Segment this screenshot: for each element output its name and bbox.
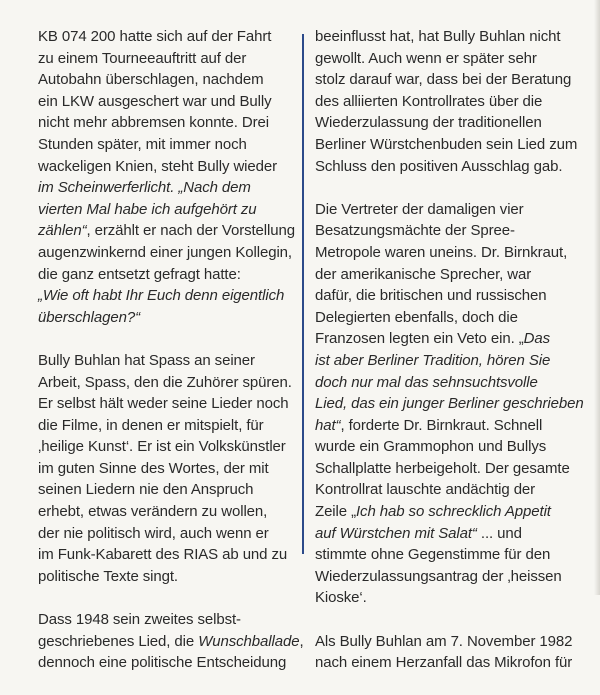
- text-line: [315, 372, 571, 394]
- text-line: Er selbst hält weder seine Lieder noch: [38, 395, 289, 413]
- text-line: KB 074 200 hatte sich auf der Fahrt: [38, 28, 272, 45]
- text-line: [38, 220, 295, 242]
- text-line: wackeligen Knien, steht Bully wieder: [38, 157, 278, 175]
- text-line: erhebt, etwas verändern zu wollen,: [38, 503, 268, 521]
- text-line: Die Vertreter der damaligen vier: [315, 200, 524, 218]
- quote-italic: Das: [523, 330, 550, 348]
- quote-italic: „Wie oft habt Ihr Euch denn eigentlich: [38, 287, 285, 305]
- text-line: ‚heilige Kunst‘. Er ist ein Volkskünstler: [38, 438, 286, 456]
- text-line: gewollt. Auch wenn er später sehr: [315, 49, 537, 67]
- text-line: Stunden später, mit immer noch: [38, 135, 247, 153]
- page-edge-shadow: [594, 0, 600, 595]
- text-line: beeinflusst hat, hat Bully Buhlan nicht: [315, 28, 561, 45]
- song-title-italic: Wunschballade: [198, 632, 300, 650]
- text-line: nach einem Herzanfall das Mikrofon für: [315, 654, 573, 672]
- text-line: Berliner Würstchenbuden sein Lied zum: [315, 135, 578, 153]
- text-run: Franzosen legten ein Veto ein. „: [315, 330, 524, 348]
- text-line: Schluss den positiven Ausschlag gab.: [315, 157, 563, 175]
- quote-italic: überschlagen?“: [38, 308, 141, 326]
- text-line: Arbeit, Spass, den die Zuhörer spüren.: [38, 373, 292, 391]
- text-line: nicht mehr abbremsen konnte. Drei: [38, 114, 269, 132]
- text-line: Besatzungsmächte der Spree-: [315, 222, 515, 240]
- text-run: Zeile „: [315, 503, 356, 521]
- text-line: ein LKW ausgeschert war und Bully: [38, 92, 272, 110]
- text-line: Delegierten ebenfalls, doch die: [315, 308, 518, 326]
- text-line: Kioske‘.: [315, 589, 367, 607]
- paragraph-besatzungsmaechte: [315, 199, 584, 609]
- quote-italic: Nach dem: [183, 179, 251, 197]
- text-line: des alliierten Kontrollrates über die: [315, 92, 543, 110]
- text-line: [38, 177, 288, 199]
- text-line: der nie politisch wird, auch wenn er: [38, 524, 269, 542]
- text-run: ... und: [476, 524, 522, 542]
- text-line: [38, 285, 288, 307]
- text-line: seinen Liedern nie den Anspruch: [38, 481, 254, 499]
- text-run: , erzählt er nach der Vorstellung: [86, 222, 295, 240]
- text-line: Kontrollrat lauschte andächtig der: [315, 481, 536, 499]
- paragraph-herzanfall: [315, 631, 571, 674]
- quote-italic: zählen“: [38, 222, 87, 240]
- text-line: [38, 199, 288, 221]
- text-run: im Scheinwerferlicht. „: [38, 179, 184, 197]
- text-line: die Filme, in denen er mitspielt, für: [38, 416, 264, 434]
- text-line: Wiederzulassungsantrag der ‚heissen: [315, 567, 562, 585]
- quote-italic: hat“: [315, 416, 341, 434]
- text-line: stimmte ohne Gegenstimme für den: [315, 546, 551, 564]
- text-line: dafür, die britischen und russischen: [315, 287, 547, 305]
- paragraph-accident: [38, 26, 295, 328]
- lyric-italic: Ich hab so schrecklich Appetit: [355, 503, 551, 521]
- text-line: Schallplatte herbeigeholt. Der gesamte: [315, 459, 570, 477]
- paragraph-kontrollrat: [315, 26, 578, 177]
- text-line: [315, 415, 571, 437]
- text-line: [315, 523, 571, 545]
- text-line: [315, 393, 584, 415]
- text-line: Als Bully Buhlan am 7. November 1982: [315, 632, 573, 650]
- text-line: [315, 328, 571, 350]
- text-line: Wiederzulassung der traditionellen: [315, 114, 542, 132]
- text-line: die ganz entsetzt gefragt hatte:: [38, 265, 241, 283]
- text-run: geschriebenes Lied, die: [38, 632, 199, 650]
- paragraph-volkskuenstler: [38, 350, 292, 588]
- text-line: der amerikanische Sprecher, war: [315, 265, 532, 283]
- column-divider: [302, 34, 304, 554]
- text-line: augenzwinkernd einer jungen Kollegin,: [38, 243, 292, 261]
- quote-italic: Lied, das ein junger Berliner geschrieben: [315, 395, 584, 413]
- text-line: Bully Buhlan hat Spass an seiner: [38, 351, 255, 369]
- quote-italic: doch nur mal das sehnsuchtsvolle: [315, 373, 538, 391]
- text-line: Metropole waren uneins. Dr. Birnkraut,: [315, 243, 568, 261]
- text-line: wurde ein Grammophon und Bullys: [315, 438, 547, 456]
- text-line: zu einem Tourneeauftritt auf der: [38, 49, 247, 67]
- text-run: ,: [299, 632, 304, 650]
- text-line: im Funk-Kabarett des RIAS ab und zu: [38, 546, 288, 564]
- quote-italic: ist aber Berliner Tradition, hören Sie: [315, 351, 551, 369]
- lyric-italic: auf Würstchen mit Salat“: [315, 524, 477, 542]
- text-line: [38, 307, 288, 329]
- text-line: Dass 1948 sein zweites selbst-: [38, 611, 241, 629]
- quote-italic: vierten Mal habe ich aufgehört zu: [38, 200, 257, 218]
- text-line: [315, 501, 571, 523]
- text-line: stolz darauf war, dass bei der Beratung: [315, 71, 572, 89]
- text-line: dennoch eine politische Entscheidung: [38, 654, 287, 672]
- text-line: [38, 631, 304, 653]
- text-line: politische Texte singt.: [38, 567, 179, 585]
- text-run: , forderte Dr. Birnkraut. Schnell: [340, 416, 543, 434]
- text-line: [315, 350, 571, 372]
- paragraph-wunschballade: [38, 609, 304, 674]
- text-line: Autobahn überschlagen, nachdem: [38, 71, 264, 89]
- text-line: im guten Sinne des Wortes, der mit: [38, 459, 269, 477]
